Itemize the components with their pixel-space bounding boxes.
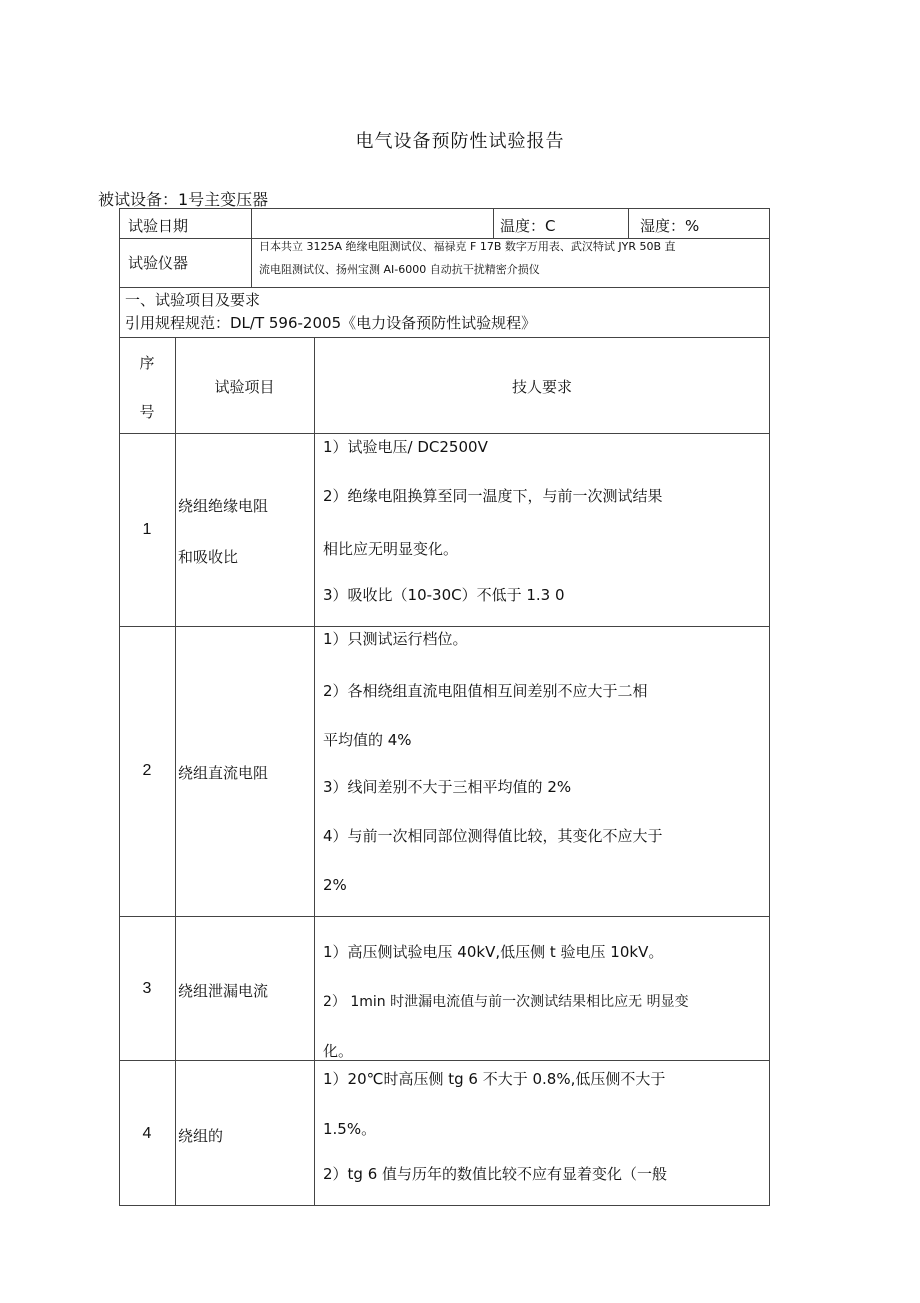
header-seq-top: 序 <box>139 354 155 372</box>
row-4-seq: 4 <box>142 1125 152 1142</box>
row-2-req-1: 1）只测试运行档位。 <box>323 630 468 648</box>
divider <box>119 337 770 338</box>
divider <box>119 1060 770 1061</box>
section-heading: 一、试验项目及要求 <box>125 291 261 309</box>
row-2-req-4: 3）线间差别不大于三相平均值的 2% <box>323 778 572 796</box>
divider <box>314 337 315 1206</box>
divider <box>628 208 629 238</box>
row-1-req-4: 3）吸收比（10-30C）不低于 1.3 0 <box>323 586 565 604</box>
divider <box>251 208 252 287</box>
row-4-req-1: 1）20℃时高压侧 tg 6 不大于 0.8%,低压侧不大于 <box>323 1070 666 1088</box>
document-title: 电气设备预防性试验报告 <box>355 131 565 152</box>
instrument-label: 试验仪器 <box>128 254 189 272</box>
row-2-item-line-1: 绕组直流电阻 <box>178 764 269 782</box>
row-2-seq: 2 <box>142 762 152 779</box>
row-4-req-3: 2）tg 6 值与历年的数值比较不应有显着变化（一般 <box>323 1165 668 1183</box>
row-3-item-line-1: 绕组泄漏电流 <box>178 982 269 1000</box>
divider <box>175 337 176 1206</box>
tested-device: 被试设备：1号主变压器 <box>98 190 269 209</box>
instrument-line-2: 流电阻测试仪、扬州宝测 AI-6000 自动抗干扰精密介损仪 <box>259 263 540 276</box>
reference-standard: 引用规程规范：DL/T 596-2005《电力设备预防性试验规程》 <box>125 314 537 332</box>
date-label: 试验日期 <box>128 217 189 235</box>
divider <box>119 433 770 434</box>
divider <box>119 626 770 627</box>
row-3-seq: 3 <box>142 980 152 997</box>
row-3-req-3: 化。 <box>323 1042 354 1060</box>
row-2-req-3: 平均值的 4% <box>323 731 412 749</box>
row-2-req-5: 4）与前一次相同部位测得值比较，其变化不应大于 <box>323 827 663 845</box>
row-3-req-2: 2） 1min 时泄漏电流值与前一次测试结果相比应无 明显变 <box>323 994 689 1010</box>
row-2-req-6: 2% <box>323 876 347 894</box>
report-table <box>119 208 770 1206</box>
row-1-req-1: 1）试验电压/ DC2500V <box>323 438 488 456</box>
row-1-item-line-1: 绕组绝缘电阻 <box>178 497 269 515</box>
row-1-req-2: 2）绝缘电阻换算至同一温度下，与前一次测试结果 <box>323 487 663 505</box>
header-item: 试验项目 <box>214 378 275 396</box>
header-seq-bottom: 号 <box>139 403 155 421</box>
header-requirement: 技人要求 <box>511 378 572 396</box>
row-3-req-1: 1）高压侧试验电压 40kV,低压侧 t 验电压 10kV。 <box>323 943 664 961</box>
humidity-label: 湿度：% <box>640 217 700 235</box>
instrument-line-1: 日本共立 3125A 绝缘电阻测试仪、福禄克 F 17B 数字万用表、武汉特试 JYR 50B 直 <box>259 240 676 253</box>
row-4-req-2: 1.5%。 <box>323 1120 377 1138</box>
divider <box>119 287 770 288</box>
row-1-seq: 1 <box>142 521 152 538</box>
divider <box>119 916 770 917</box>
temperature-label: 温度：C <box>500 217 556 235</box>
row-1-req-3: 相比应无明显变化。 <box>323 540 459 558</box>
row-4-item-line-1: 绕组的 <box>178 1127 224 1145</box>
row-2-req-2: 2）各相绕组直流电阻值相互间差别不应大于二相 <box>323 682 648 700</box>
row-1-item-line-2: 和吸收比 <box>178 548 239 566</box>
divider <box>493 208 494 238</box>
